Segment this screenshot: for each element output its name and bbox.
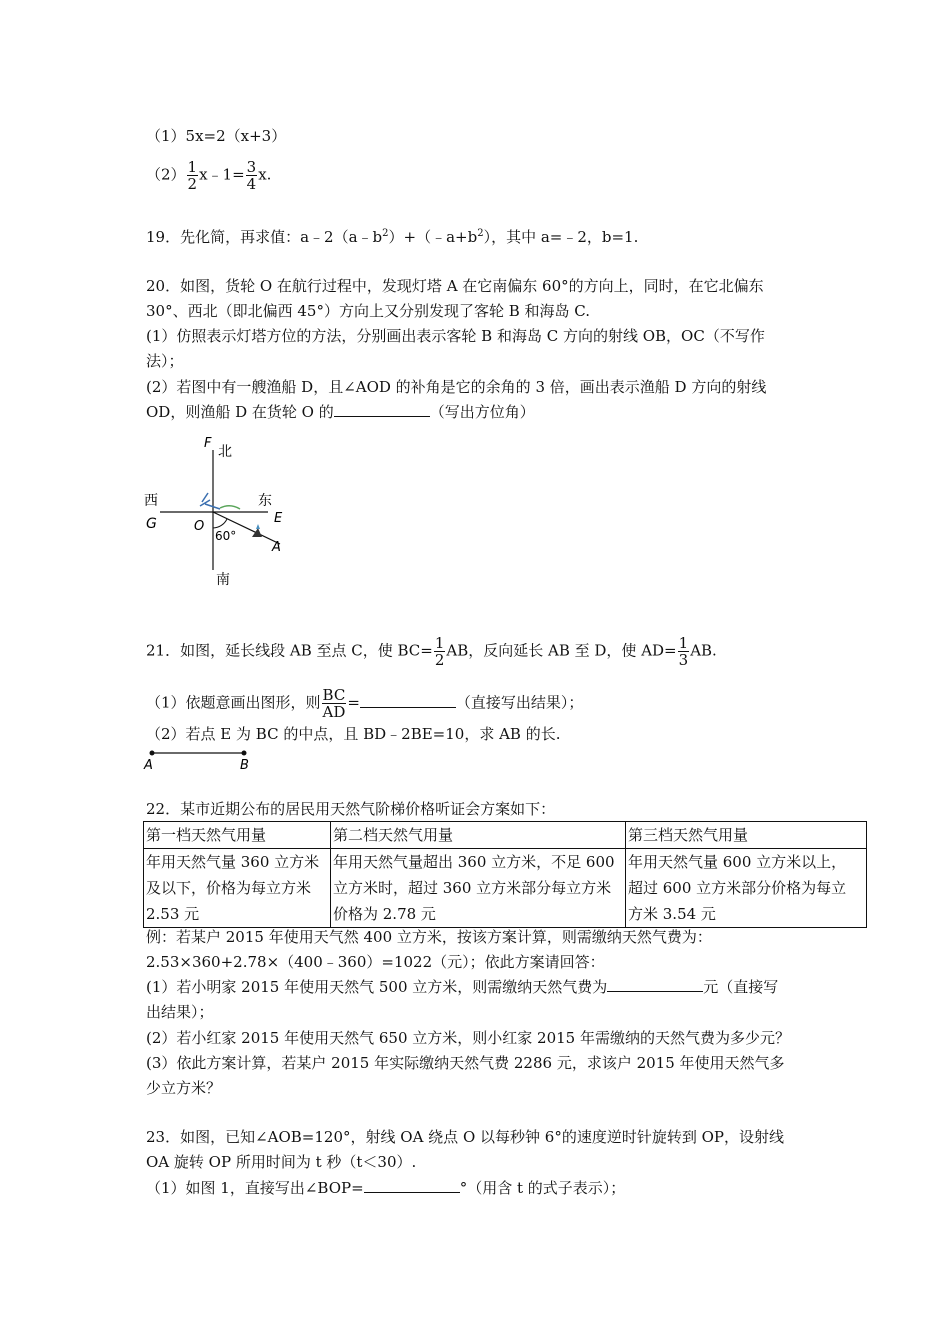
q21-fraction-2-denominator: 3 [678,651,689,669]
label-g: G [146,516,157,532]
cell-line: 立方米时，超过 360 立方米部分每立方米 [333,879,612,897]
q18-fraction-1-denominator: 2 [187,175,198,193]
q22-part2: (2）若小红家 2015 年使用天然气 650 立方米，则小红家 2015 年需缴纳的天然气费为多少元？ [146,1029,790,1047]
angle-arc [213,519,227,528]
label-a: A [272,540,281,555]
cell-line: 价格为 2.78 元 [333,905,436,923]
label-o: O [194,519,205,534]
q22-part1-hint: 元（直接写 [703,978,779,996]
q21-part2: （2）若点 E 为 BC 的中点，且 BD﹣2BE=10，求 AB 的长. [146,725,561,743]
q21-fraction-2-numerator: 1 [678,634,689,652]
table-cell-tier-2 [331,849,626,928]
label-north: 北 [218,444,232,460]
label-point-b: B [240,758,249,773]
q21-part1-text: （1）依题意画出图形，则 [146,693,321,712]
q23-line-2: OA 旋转 OP 所用时间为 t 秒（t＜30）. [146,1153,417,1171]
q22-example-2: 2.53×360+2.78×（400﹣360）=1022（元）；依此方案请回答： [146,953,605,971]
table-header-tier-2: 第二档天然气用量 [331,822,626,849]
lighthouse-light-icon [256,524,260,529]
q22-part1-cont: 出结果）； [146,1003,214,1021]
label-south: 南 [216,572,230,588]
label-point-a: A [144,758,153,773]
q20-line-4: 法）； [146,352,184,370]
q20-answer-blank [334,402,430,417]
q18-fraction-2-numerator: 3 [246,158,257,176]
q23-line-1: 23．如图，已知∠AOB=120°，射线 OA 绕点 O 以每秒钟 6°的速度逆时针旋转到 OP，设射线 [146,1128,784,1146]
cell-line: 超过 600 立方米部分价格为每立 [628,879,847,897]
q18-fraction-2-denominator: 4 [246,175,257,193]
q19-exponent-1: 2 [382,228,389,239]
q19-exponent-2: 2 [477,228,484,239]
q18-fraction-1 [187,159,199,192]
q20-line-2: 30°、西北（即北偏西 45°）方向上又分别发现了客轮 B 和海岛 C. [146,302,590,320]
q19-text-c: ），其中 a=﹣2，b=1. [483,228,639,246]
q23-answer-blank [364,1178,460,1193]
price-table [143,821,867,928]
compass-figure [140,430,300,590]
q21-part1-denominator: AD [322,703,346,721]
point-a [150,751,155,756]
table-cell-tier-1 [144,849,331,928]
q21-fraction-1-denominator: 2 [434,651,445,669]
q21-part1-numerator: BC [322,686,346,704]
q20-line-6-hint: （写出方位角） [429,403,535,421]
q23-line-3-hint: °（用含 t 的式子表示）； [459,1179,626,1197]
q22-example-1: 例：若某户 2015 年使用天气然 400 立方米，按该方案计算，则需缴纳天然气费为： [146,928,712,946]
cell-line: 年用天然气量 360 立方米 [146,853,320,871]
cell-line: 及以下，价格为每立方米 [146,879,312,897]
q23-line-3-text: （1）如图 1，直接写出∠BOP= [146,1179,364,1197]
label-east: 东 [258,493,272,509]
q22-part1 [146,977,778,997]
table-row [144,849,867,928]
question-21 [146,635,717,668]
lighthouse-a-icon [252,528,262,537]
table-header-tier-3: 第三档天然气用量 [626,822,867,849]
q22-part1-text: (1）若小明家 2015 年使用天然气 500 立方米，则需缴纳天然气费为 [146,978,608,996]
q20-line-6 [146,402,535,422]
cell-line: 年用天然气量超出 360 立方米，不足 600 [333,853,615,871]
q20-line-6-text: OD，则渔船 D 在货轮 O 的 [146,403,334,421]
q19-text-a: 19．先化简，再求值：a﹣2（a﹣b [146,228,383,246]
table-cell-tier-3 [626,849,867,928]
label-west: 西 [144,493,158,509]
q21-text-b: AB，反向延长 AB 至 D，使 AD= [446,641,677,660]
table-header-tier-1: 第一档天然气用量 [144,822,331,849]
island-c-icon [220,506,240,509]
q18-part2 [146,159,271,192]
q20-line-5: (2）若图中有一艘渔船 D，且∠AOD 的补角是它的余角的 3 倍，画出表示渔船 D 方向的射线 [146,378,767,396]
cell-line: 2.53 元 [146,905,200,923]
q18-fraction-2 [246,159,258,192]
point-b [242,751,247,756]
question-19 [146,227,638,247]
q21-text-a: 21．如图，延长线段 AB 至点 C，使 BC= [146,641,433,660]
table-header-row [144,822,867,849]
q21-fraction-2 [678,635,690,668]
q22-part3: (3）依此方案计算，若某户 2015 年实际缴纳天然气费 2286 元，求该户 2015 年使用天然气多 [146,1054,785,1072]
q21-fraction-1-numerator: 1 [434,634,445,652]
cell-line: 方米 3.54 元 [628,905,716,923]
q21-text-c: AB. [690,641,717,660]
label-e: E [274,511,283,526]
q22-part3-cont: 少立方米？ [146,1079,222,1097]
q18-fraction-1-numerator: 1 [187,158,198,176]
q21-answer-blank [360,693,456,708]
q21-part1-equals: = [347,693,360,712]
q21-part1-hint: （直接写出结果）； [455,693,584,712]
q22-intro: 22．某市近期公布的居民用天然气阶梯价格听证会方案如下： [146,800,556,818]
q21-part1 [146,687,583,720]
q20-line-3: (1）仿照表示灯塔方位的方法，分别画出表示客轮 B 和海岛 C 方向的射线 OB，OC（不写作 [146,327,765,345]
q20-line-1: 20．如图，货轮 O 在航行过程中，发现灯塔 A 在它南偏东 60°的方向上，同时，在它北偏东 [146,277,764,295]
q18-part2-suffix: x. [258,165,272,184]
q23-line-3 [146,1178,625,1198]
cell-line: 年用天然气量 600 立方米以上， [628,853,847,871]
segment-ab-figure [140,745,260,775]
q19-text-b: ）+（﹣a+b [388,228,478,246]
q18-part2-prefix: （2） [146,165,186,184]
label-angle: 60° [215,529,237,543]
boat-b-icon [200,493,220,509]
q18-part1: （1）5x=2（x+3） [146,127,287,145]
q21-fraction-1 [434,635,446,668]
q18-part2-middle: x﹣1= [199,165,245,184]
q22-answer-blank [607,977,703,992]
q21-part1-fraction [322,687,347,720]
label-f: F [204,436,212,451]
